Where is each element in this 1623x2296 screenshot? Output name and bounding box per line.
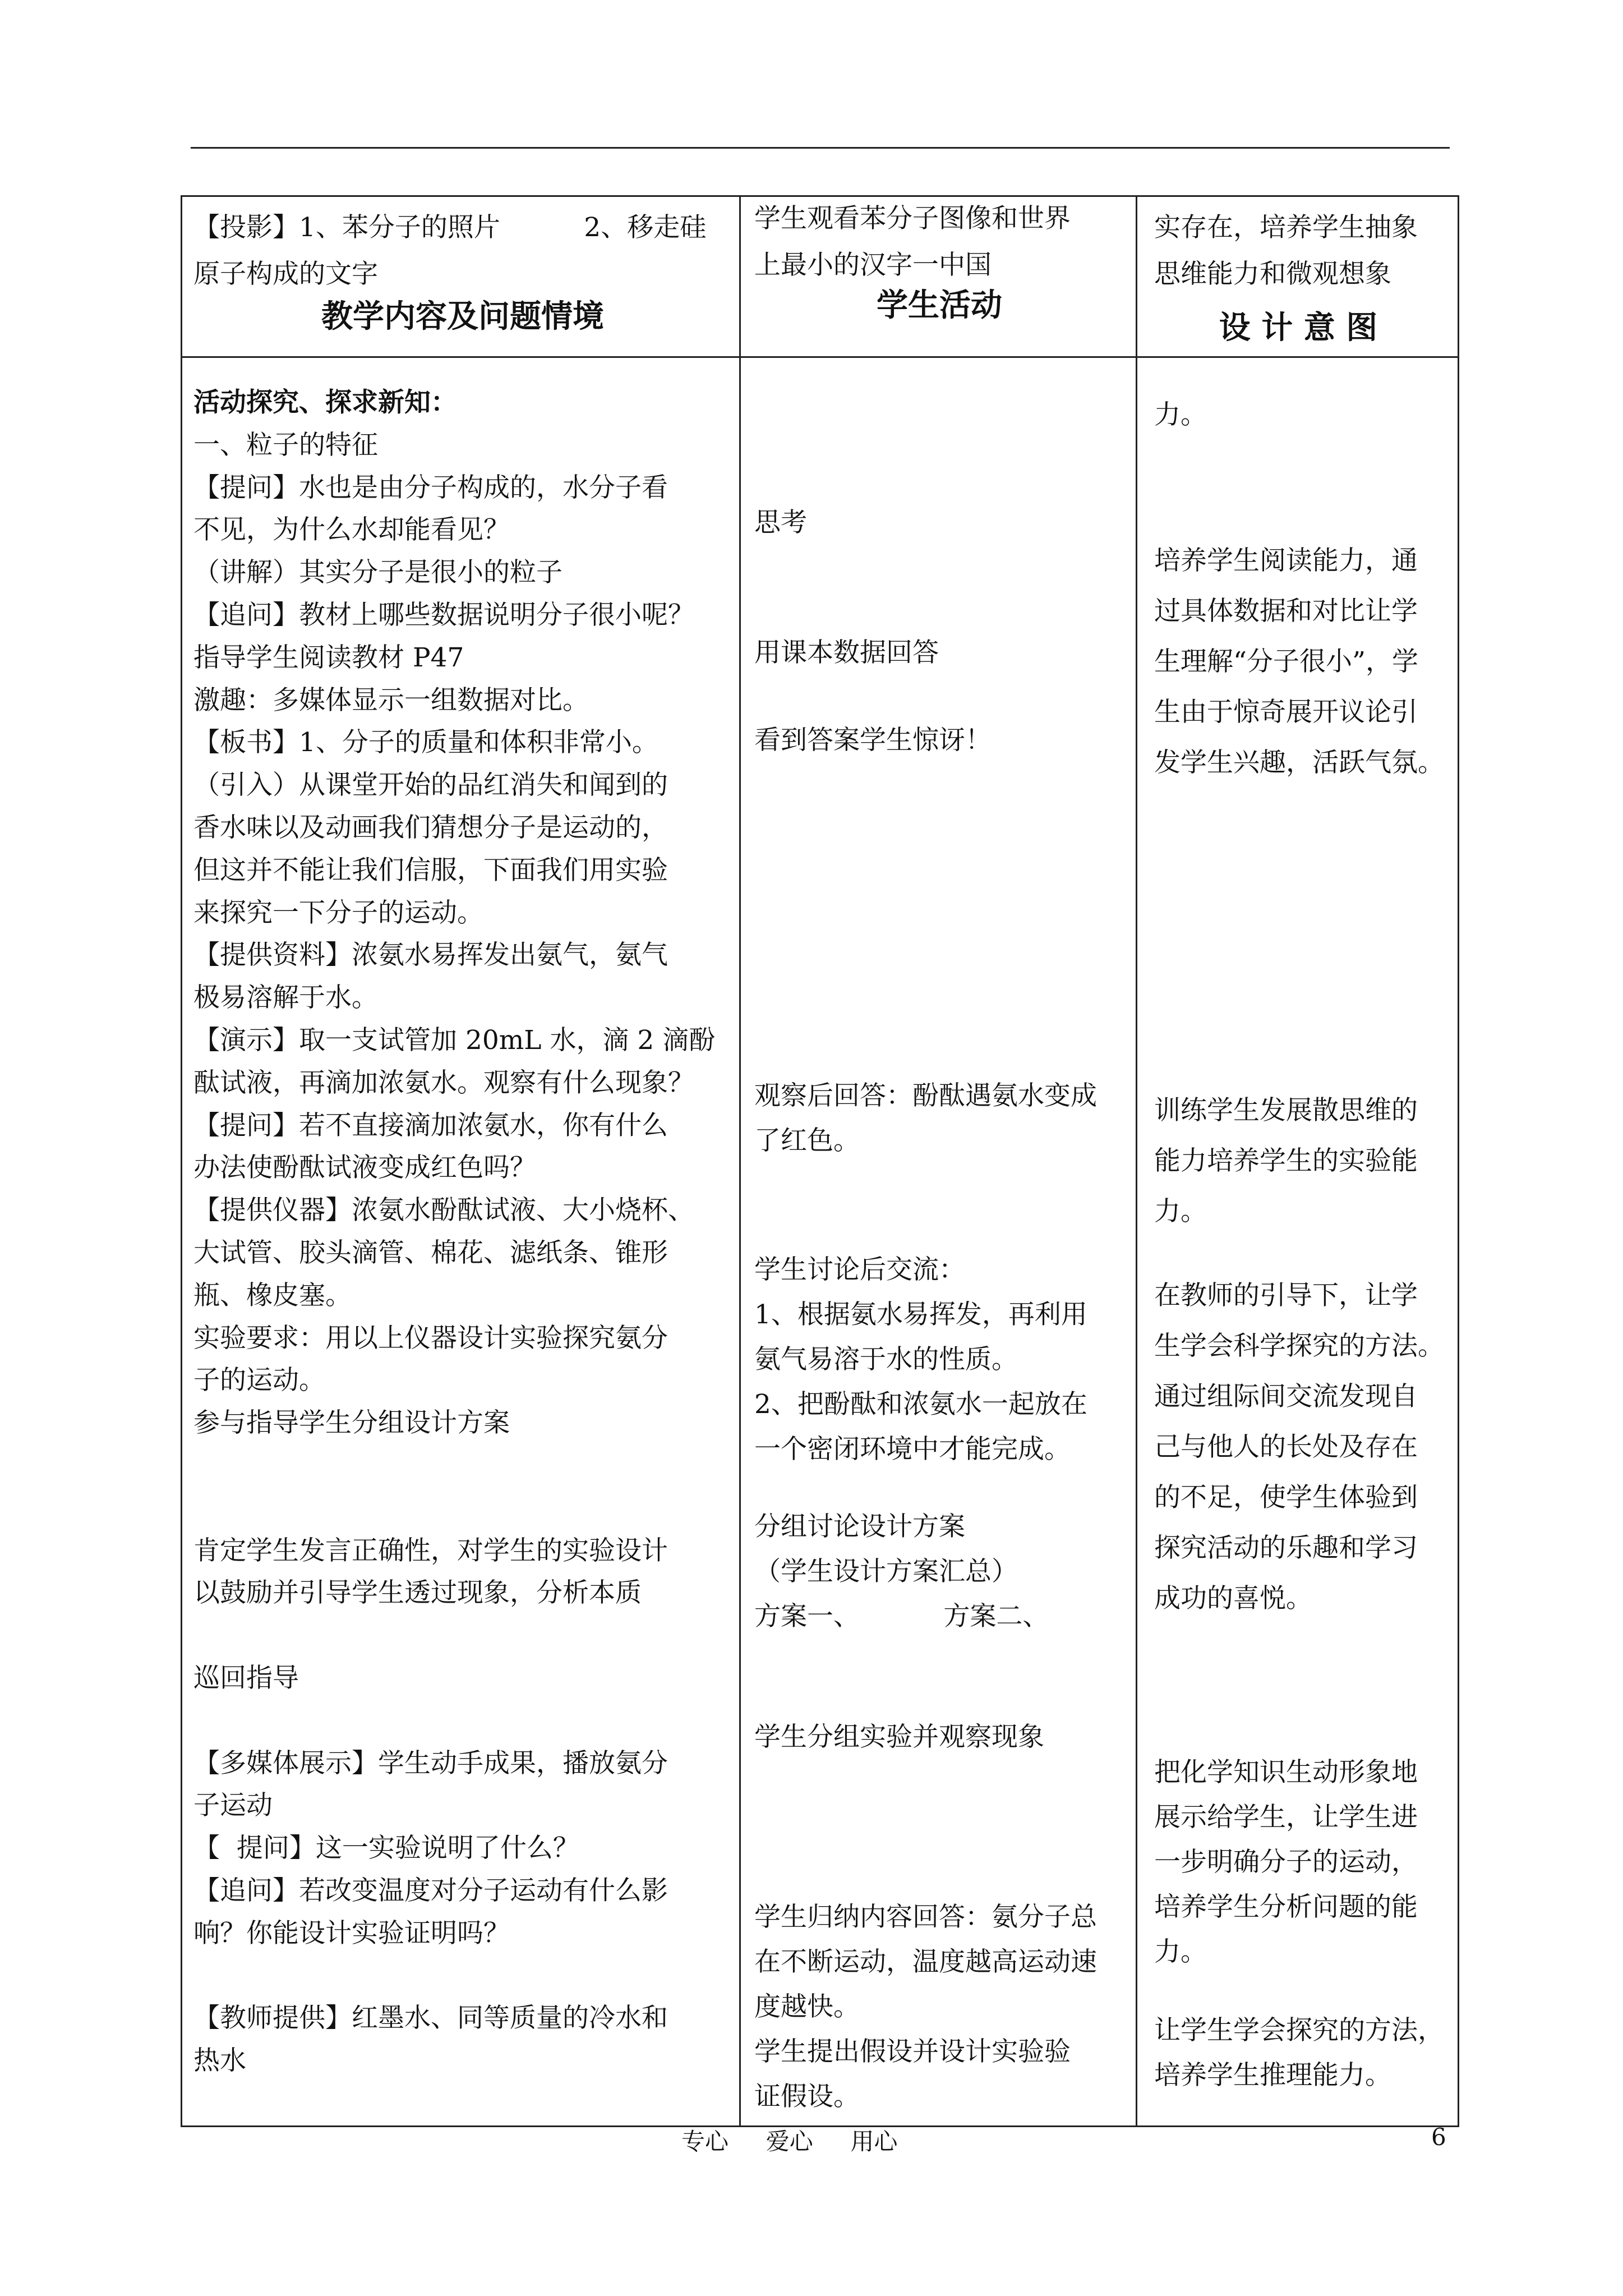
teaching-content-line: 香水味以及动画我们猜想分子是运动的，: [193, 812, 668, 843]
header-rule: [191, 147, 1450, 149]
teaching-content-line: 以鼓励并引导学生透过现象，分析本质: [193, 1577, 642, 1609]
design-intent-line: 探究活动的乐趣和学习: [1154, 1533, 1418, 1563]
student-activity-line: 方案一、 方案二、: [754, 1601, 1049, 1632]
student-activity-line: 用课本数据回答: [754, 637, 939, 668]
teaching-content-line: 瓶、橡皮塞。: [193, 1280, 352, 1311]
teaching-content-line: 【追问】若改变温度对分子运动有什么影: [193, 1875, 668, 1906]
teaching-content-line: 【提问】若不直接滴加浓氨水，你有什么: [193, 1110, 668, 1141]
teaching-content-line: 肯定学生发言正确性，对学生的实验设计: [193, 1535, 668, 1566]
header-col2-title: 学生活动: [877, 287, 1002, 324]
header-col2-line: 上最小的汉字一中国: [754, 250, 992, 280]
page-number: 6: [1431, 2123, 1446, 2151]
teaching-content-line: （引入）从课堂开始的品红消失和闻到的: [193, 770, 668, 801]
design-intent-line: 己与他人的长处及存在: [1154, 1432, 1418, 1462]
teaching-content-line: 【提问】水也是由分子构成的，水分子看: [193, 472, 668, 503]
student-activity-line: 度越快。: [754, 1991, 860, 2022]
teaching-content-line: [193, 1954, 737, 1997]
design-intent-line: 力。: [1154, 1936, 1207, 1967]
teaching-content-line: 参与指导学生分组设计方案: [193, 1407, 510, 1439]
teaching-content-line: 【板书】1、分子的质量和体积非常小。: [193, 727, 658, 758]
design-intent-line: 生由于惊奇展开议论引: [1154, 697, 1418, 728]
teaching-content-line: 不见，为什么水却能看见？: [193, 514, 510, 546]
teaching-content-line: （讲解）其实分子是很小的粒子: [193, 557, 562, 588]
student-activity-line: 氨气易溶于水的性质。: [754, 1344, 1018, 1375]
header-col1-line: 原子构成的文字: [193, 259, 378, 289]
teaching-content-line: 但这并不能让我们信服，下面我们用实验: [193, 854, 668, 886]
teaching-content-column: [193, 381, 737, 2082]
design-intent-line: 生学会科学探究的方法。: [1154, 1331, 1444, 1361]
design-intent-line: 发学生兴趣，活跃气氛。: [1154, 747, 1444, 778]
teaching-content-line: [193, 1487, 737, 1530]
student-activity-line: 学生分组实验并观察现象: [754, 1722, 1044, 1752]
teaching-content-line: [193, 1700, 737, 1742]
header-col2-line: 学生观看苯分子图像和世界: [754, 203, 1071, 234]
teaching-content-line: [193, 1444, 737, 1487]
teaching-content-line: 活动探究、探求新知：: [193, 387, 457, 418]
student-activity-line: 2、把酚酞和浓氨水一起放在: [754, 1389, 1087, 1420]
student-activity-line: 学生讨论后交流：: [754, 1254, 965, 1285]
student-activity-line: 观察后回答：酚酞遇氨水变成: [754, 1080, 1097, 1111]
header-col1-line: 【投影】1、苯分子的照片 2、移走硅: [193, 212, 707, 243]
student-activity-line: 分组讨论设计方案: [754, 1511, 965, 1542]
teaching-content-line: 响？你能设计实验证明吗？: [193, 1917, 510, 1949]
teaching-content-line: 【多媒体展示】学生动手成果，播放氨分: [193, 1747, 668, 1779]
student-activity-line: 1、根据氨水易挥发，再利用: [754, 1299, 1087, 1330]
design-intent-line: 一步明确分子的运动，: [1154, 1847, 1418, 1878]
design-intent-line: 训练学生发展散思维的: [1154, 1095, 1418, 1126]
footer-motto: 专心 爱心 用心: [681, 2128, 898, 2155]
teaching-content-line: 极易溶解于水。: [193, 982, 378, 1014]
design-intent-line: 通过组际间交流发现自: [1154, 1381, 1418, 1412]
design-intent-line: 培养学生推理能力。: [1154, 2060, 1391, 2091]
design-intent-line: 的不足，使学生体验到: [1154, 1482, 1418, 1513]
header-col3-text: [1154, 204, 1457, 297]
student-activity-line: 了红色。: [754, 1125, 860, 1156]
column-divider-1: [739, 195, 741, 2127]
teaching-content-line: 【 提问】这一实验说明了什么？: [193, 1833, 579, 1864]
design-intent-line: 在教师的引导下，让学: [1154, 1280, 1418, 1311]
header-col3-title: 设 计 意 图: [1219, 309, 1378, 346]
design-intent-line: 过具体数据和对比让学: [1154, 596, 1418, 627]
design-intent-line: 能力培养学生的实验能: [1154, 1145, 1418, 1176]
header-col1-title: 教学内容及问题情境: [321, 298, 604, 335]
student-activity-line: 学生提出假设并设计实验验: [754, 2036, 1071, 2067]
teaching-content-line: 巡回指导: [193, 1662, 299, 1694]
design-intent-line: 生理解“分子很小”，学: [1154, 646, 1419, 677]
student-activity-line: 看到答案学生惊讶！: [754, 725, 992, 756]
design-intent-line: 把化学知识生动形象地: [1154, 1757, 1418, 1788]
teaching-content-line: 热水: [193, 2045, 246, 2077]
design-intent-line: 培养学生阅读能力，通: [1154, 545, 1418, 576]
design-intent-line: 让学生学会探究的方法，: [1154, 2015, 1444, 2046]
student-activity-line: 在不断运动，温度越高运动速: [754, 1947, 1097, 1977]
student-activity-line: 学生归纳内容回答：氨分子总: [754, 1902, 1097, 1932]
teaching-content-line: 【教师提供】红墨水、同等质量的冷水和: [193, 2003, 668, 2034]
column-divider-2: [1136, 195, 1137, 2127]
student-activity-line: 思考: [754, 507, 807, 538]
teaching-content-line: 【追问】教材上哪些数据说明分子很小呢？: [193, 599, 694, 631]
teaching-content-line: 【提供仪器】浓氨水酚酞试液、大小烧杯、: [193, 1195, 694, 1226]
teaching-content-line: 指导学生阅读教材 P47: [193, 642, 464, 673]
teaching-content-line: [193, 1614, 737, 1657]
teaching-content-line: 来探究一下分子的运动。: [193, 897, 483, 928]
teaching-content-line: 酞试液，再滴加浓氨水。观察有什么现象？: [193, 1067, 694, 1098]
teaching-content-line: 子运动: [193, 1790, 273, 1821]
teaching-content-line: 大试管、胶头滴管、棉花、滤纸条、锥形: [193, 1237, 668, 1268]
design-intent-line: 力。: [1154, 1196, 1207, 1227]
student-activity-line: 证假设。: [754, 2081, 860, 2112]
teaching-content-line: 【演示】取一支试管加 20mL 水，滴 2 滴酚: [193, 1024, 716, 1056]
header-col3-line: 实存在，培养学生抽象: [1154, 212, 1418, 243]
design-intent-line: 成功的喜悦。: [1154, 1583, 1312, 1614]
teaching-content-line: 【提供资料】浓氨水易挥发出氨气，氨气: [193, 940, 668, 971]
header-col1-text: [193, 204, 732, 297]
header-col2-text: [754, 195, 1124, 288]
teaching-content-line: 办法使酚酞试液变成红色吗？: [193, 1152, 536, 1184]
student-activity-line: （学生设计方案汇总）: [754, 1556, 1018, 1587]
design-intent-line: 培养学生分析问题的能: [1154, 1892, 1418, 1922]
design-intent-line: 展示给学生，让学生进: [1154, 1802, 1418, 1833]
teaching-content-line: 一、粒子的特征: [193, 429, 378, 461]
header-row-divider: [181, 356, 1459, 358]
teaching-content-line: 实验要求：用以上仪器设计实验探究氨分: [193, 1322, 668, 1354]
teaching-content-line: 激趣：多媒体显示一组数据对比。: [193, 684, 589, 716]
design-intent-line: 力。: [1154, 399, 1207, 430]
student-activity-line: 一个密闭环境中才能完成。: [754, 1434, 1071, 1465]
header-col3-line: 思维能力和微观想象: [1154, 259, 1391, 289]
teaching-content-line: 子的运动。: [193, 1365, 325, 1396]
